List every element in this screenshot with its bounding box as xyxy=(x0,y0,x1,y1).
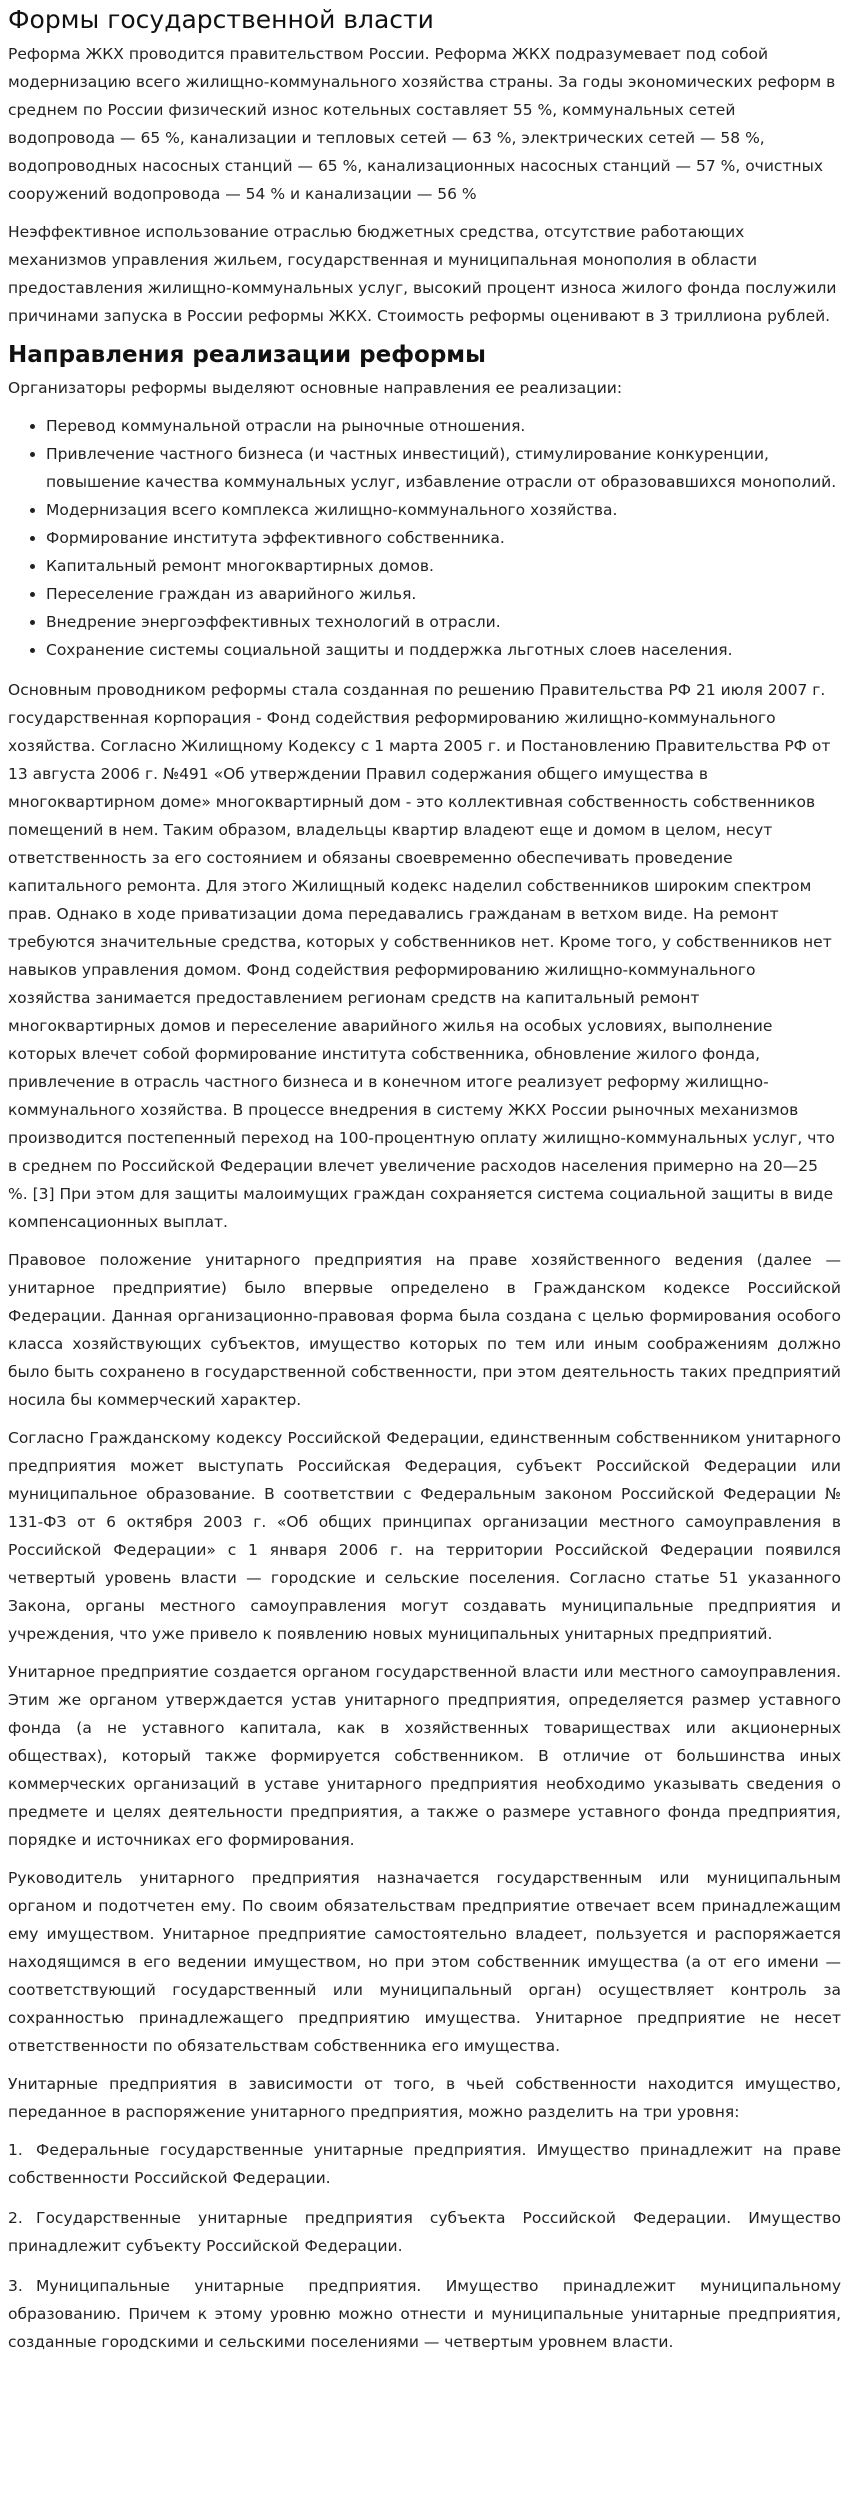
level-item-2 xyxy=(8,2204,841,2260)
list-item: • Переселение граждан из аварийного жилья. xyxy=(46,580,841,608)
page-title: Формы государственной власти xyxy=(8,5,434,34)
list-item: • Сохранение системы социальной защиты и поддержка льготных слоев населения. xyxy=(46,636,841,664)
list-item: • Капитальный ремонт многоквартирных домов. xyxy=(46,552,841,580)
level-item-1 xyxy=(8,2136,841,2192)
list-item: • Перевод коммунальной отрасли на рыночные отношения. xyxy=(46,412,841,440)
level-text: Федеральные государственные унитарные предприятия. Имущество принадлежит на праве собственности Российской Федерации. xyxy=(8,2141,841,2187)
list-item: • Модернизация всего комплекса жилищно-коммунального хозяйства. xyxy=(46,496,841,524)
body-paragraph-fund: Основным проводником реформы стала созданная по решению Правительства РФ 21 июля 2007 г. государственная корпорация - Фонд содействия реформированию жилищно-коммунального хозяйства. Согласно Жилищному Кодексу с 1 марта 2005 г. и Постановлению Правительства РФ от 13 августа 2006 г. №491 «Об утверждении Правил содержания общего имущества в многоквартирном доме» многоквартирный дом - это коллективная собственность собственников помещений в нем. Таким образом, владельцы квартир владеют еще и домом в целом, несут ответственность за его состоянием и обязаны своевременно обеспечивать проведение капитального ремонта. Для этого Жилищный кодекс наделил собственников широким спектром прав. Однако в ходе приватизации дома передавались гражданам в ветхом виде. На ремонт требуются значительные средства, которых у собственников нет. Кроме того, у собственников нет навыков управления домом. Фонд содействия реформированию жилищно-коммунального хозяйства занимается предоставлением регионам средств на капитальный ремонт многоквартирных домов и переселение аварийного жилья на особых условиях, выполнение которых влечет собой формирование института собственника, обновление жилого фонда, привлечение в отрасль частного бизнеса и в конечном итоге реализует реформу жилищно-коммунального хозяйства. В процессе внедрения в систему ЖКХ России рыночных механизмов производится постепенный переход на 100-процентную оплату жилищно-коммунальных услуг, что в среднем по Российской Федерации влечет увеличение расходов населения примерно на 20—25 %. [3] При этом для защиты малоимущих граждан сохраняется система социальной защиты в виде компенсационных выплат. xyxy=(8,681,835,1231)
level-item-3 xyxy=(8,2272,841,2356)
intro-paragraph-2: Неэффективное использование отраслью бюджетных средства, отсутствие работающих механизмов управления жильем, государственная и муниципальная монополия в области предоставления жилищно-коммунальных услуг, высокий процент износа жилого фонда послужили причинами запуска в России реформы ЖКХ. Стоимость реформы оценивают в 3 триллиона рублей. xyxy=(8,223,837,325)
body-paragraph-levels-intro: Унитарные предприятия в зависимости от того, в чьей собственности находится имущество, переданное в распоряжение унитарного предприятия, можно разделить на три уровня: xyxy=(8,2075,841,2121)
body-paragraph-manager: Руководитель унитарного предприятия назначается государственным или муниципальным органом и подотчетен ему. По своим обязательствам предприятие отвечает всем принадлежащим ему имуществом. Унитарное предприятие самостоятельно владеет, пользуется и распоряжается находящимся в его ведении имуществом, но при этом собственник имущества (а от его имени — соответствующий государственный или муниципальный орган) осуществляет контроль за сохранностью принадлежащего предприятию имущества. Унитарное предприятие не несет ответственности по обязательствам собственника его имущества. xyxy=(8,1869,841,2055)
list-item: • Внедрение энергоэффективных технологий в отрасли. xyxy=(46,608,841,636)
level-text: Государственные унитарные предприятия субъекта Российской Федерации. Имущество принадлежит субъекту Российской Федерации. xyxy=(8,2209,841,2255)
list-item: • Привлечение частного бизнеса (и частных инвестиций), стимулирование конкуренции, повышение качества коммунальных услуг, избавление отрасли от образовавшихся монополий. xyxy=(46,440,841,496)
body-paragraph-legal-status: Правовое положение унитарного предприятия на праве хозяйственного ведения (далее — унитарное предприятие) было впервые определено в Гражданском кодексе Российской Федерации. Данная организационно-правовая форма была создана с целью формирования особого класса хозяйствующих субъектов, имущество которых по тем или иным соображениям должно было быть сохранено в государственной собственности, при этом деятельность таких предприятий носила бы коммерческий характер. xyxy=(8,1251,841,1409)
intro-paragraph-1: Реформа ЖКХ проводится правительством России. Реформа ЖКХ подразумевает под собой модернизацию всего жилищно-коммунального хозяйства страны. За годы экономических реформ в среднем по России физический износ котельных составляет 55 %, коммунальных сетей водопровода — 65 %, канализации и тепловых сетей — 63 %, электрических сетей — 58 %, водопроводных насосных станций — 65 %, канализационных насосных станций — 57 %, очистных сооружений водопровода — 54 % и канализации — 56 % xyxy=(8,45,836,203)
level-number: 1. xyxy=(8,2141,23,2159)
section-heading: Направления реализации реформы xyxy=(8,342,486,368)
level-number: 2. xyxy=(8,2209,23,2227)
reform-directions-list xyxy=(8,412,841,664)
list-item: • Формирование института эффективного собственника. xyxy=(46,524,841,552)
body-paragraph-creation: Унитарное предприятие создается органом государственной власти или местного самоуправления. Этим же органом утверждается устав унитарного предприятия, определяется размер уставного фонда (а не уставного капитала, как в хозяйственных товариществах или акционерных обществах), который также формируется собственником. В отличие от большинства иных коммерческих организаций в уставе унитарного предприятия необходимо указывать сведения о предмете и целях деятельности предприятия, а также о размере уставного фонда предприятия, порядке и источниках его формирования. xyxy=(8,1663,841,1849)
level-number: 3. xyxy=(8,2277,23,2295)
body-paragraph-owner: Согласно Гражданскому кодексу Российской Федерации, единственным собственником унитарного предприятия может выступать Российская Федерация, субъект Российской Федерации или муниципальное образование. В соответствии с Федеральным законом Российской Федерации № 131-ФЗ от 6 октября 2003 г. «Об общих принципах организации местного самоуправления в Российской Федерации» с 1 января 2006 г. на территории Российской Федерации появился четвертый уровень власти — городские и сельские поселения. Согласно статье 51 указанного Закона, органы местного самоуправления могут создавать муниципальные предприятия и учреждения, что уже привело к появлению новых муниципальных унитарных предприятий. xyxy=(8,1429,841,1643)
section-lead: Организаторы реформы выделяют основные направления ее реализации: xyxy=(8,379,623,397)
level-text: Муниципальные унитарные предприятия. Имущество принадлежит муниципальному образованию. Причем к этому уровню можно отнести и муниципальные унитарные предприятия, созданные городскими и сельскими поселениями — четвертым уровнем власти. xyxy=(8,2277,841,2351)
